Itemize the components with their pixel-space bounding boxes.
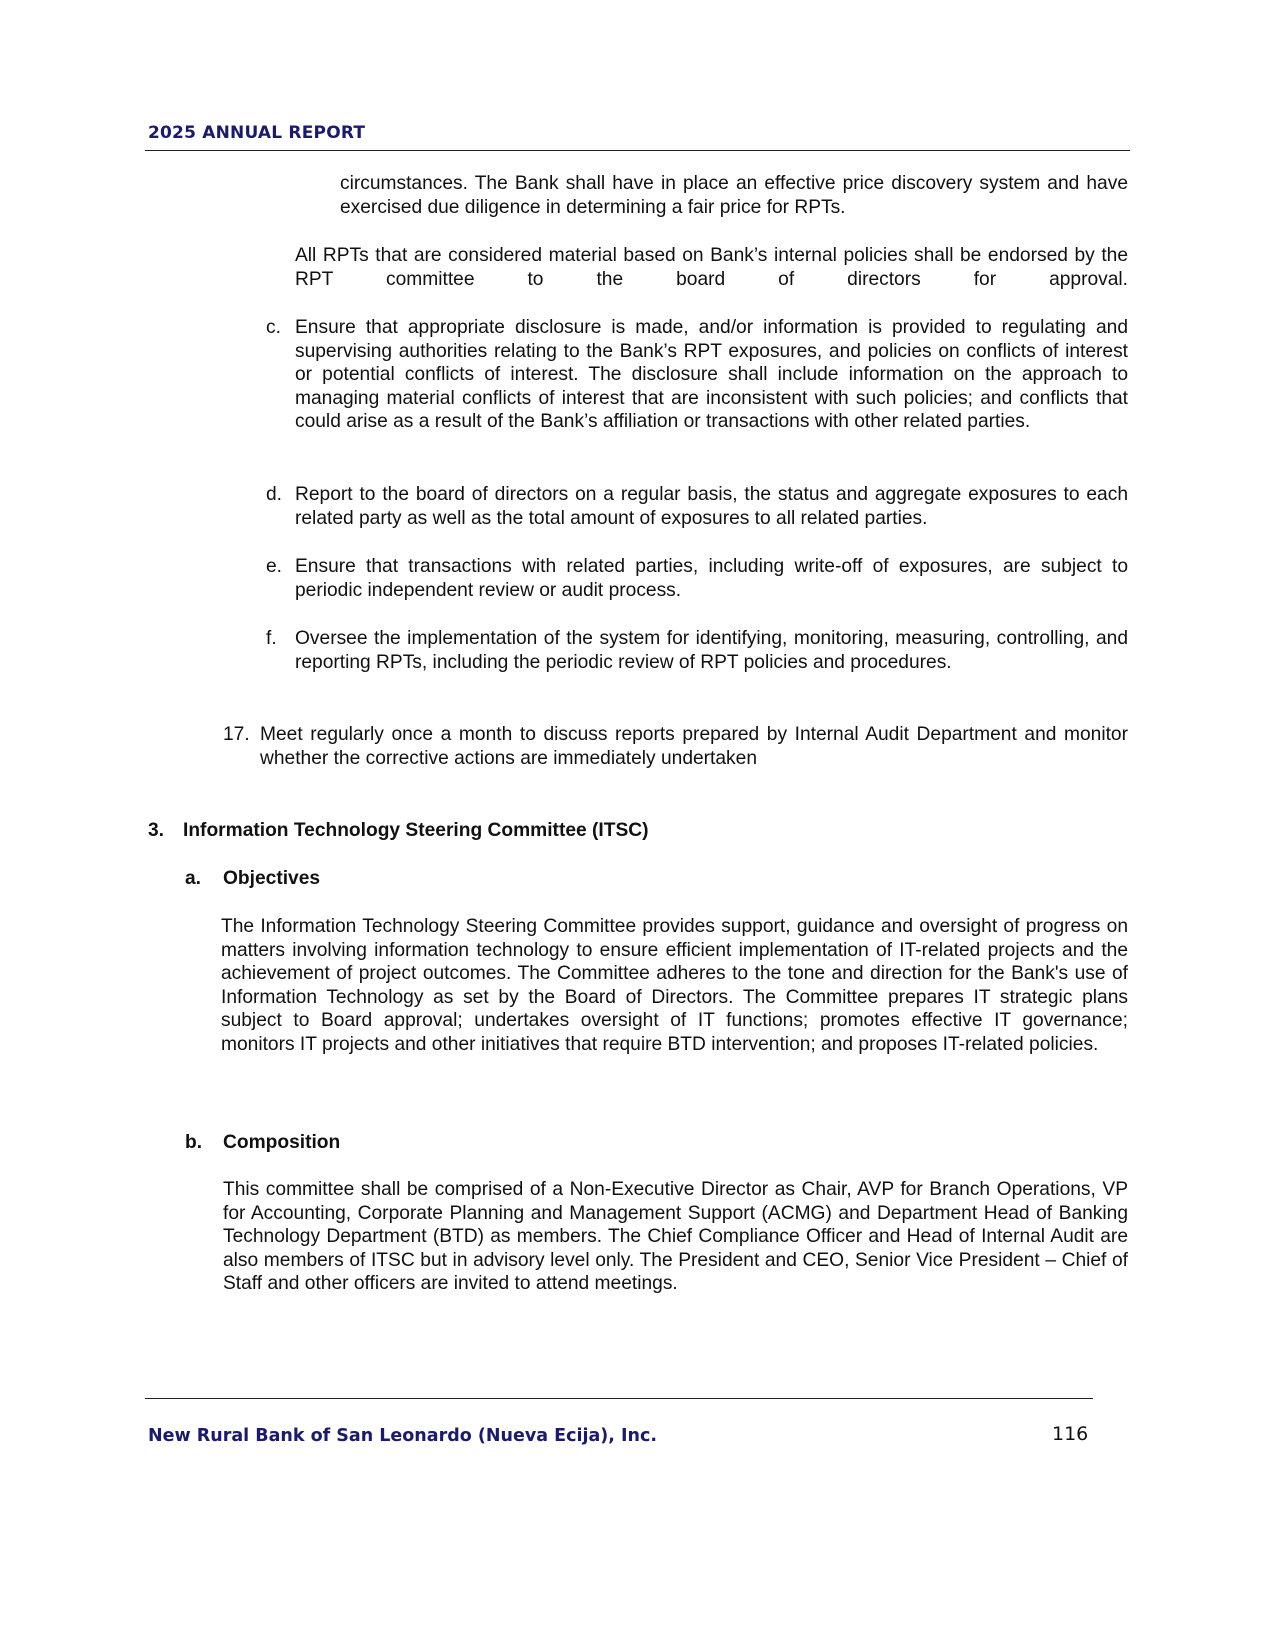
- header-divider: [145, 150, 1130, 151]
- list-item-marker: d.: [266, 484, 283, 505]
- list-item-text: Ensure that appropriate disclosure is made, and/or information is provided to regulating and supervising authorities relating to the Bank’s RPT exposures, and policies on conflicts of interest or potential conflicts of interest. The disclosure shall include information on the approach to managing material conflicts of interest that are inconsistent with such policies; and conflicts that could arise as a result of the Bank’s affiliation or transactions with other related parties.: [295, 317, 1128, 433]
- material-rpt-paragraph: All RPTs that are considered material based on Bank’s internal policies shall be endorsed by the RPT committee to the board of directors for approval.: [295, 245, 1128, 290]
- continuation-paragraph: circumstances. The Bank shall have in place an effective price discovery system and have exercised due diligence in determining a fair price for RPTs.: [340, 173, 1128, 218]
- subsection-marker: b.: [185, 1132, 203, 1153]
- subsection-marker: a.: [185, 868, 202, 889]
- footer-divider: [145, 1398, 1093, 1399]
- list-item-text: Oversee the implementation of the system for identifying, monitoring, measuring, controlling, and reporting RPTs, including the periodic review of RPT policies and procedures.: [295, 628, 1128, 673]
- section-number: 3.: [148, 820, 165, 841]
- objectives-paragraph: The Information Technology Steering Committee provides support, guidance and oversight of progress on matters involving information technology to ensure efficient implementation of IT-related projects and the achievement of project outcomes. The Committee adheres to the tone and direction for the Bank's use of Information Technology as set by the Board of Directors. The Committee prepares IT strategic plans subject to Board approval; undertakes oversight of IT functions; promotes effective IT governance; monitors IT projects and other initiatives that require BTD intervention; and proposes IT-related policies.: [221, 916, 1128, 1055]
- footer-bank-name: New Rural Bank of San Leonardo (Nueva Ecija), Inc.: [148, 1426, 657, 1446]
- list-item-text: Ensure that transactions with related parties, including write-off of exposures, are subject to periodic independent review or audit process.: [295, 556, 1128, 601]
- subsection-heading-objectives: Objectives: [223, 868, 321, 889]
- composition-paragraph: This committee shall be comprised of a Non-Executive Director as Chair, AVP for Branch Operations, VP for Accounting, Corporate Planning and Management Support (ACMG) and Department Head of Banking Technology Department (BTD) as members. The Chief Compliance Officer and Head of Internal Audit are also members of ITSC but in advisory level only. The President and CEO, Senior Vice President – Chief of Staff and other officers are invited to attend meetings.: [223, 1179, 1128, 1295]
- numbered-item-marker: 17.: [223, 724, 250, 745]
- subsection-heading-composition: Composition: [223, 1132, 341, 1153]
- list-item-marker: e.: [266, 556, 283, 577]
- list-item-marker: c.: [266, 317, 281, 338]
- section-title: Information Technology Steering Committee (ITSC): [183, 820, 649, 841]
- list-item-marker: f.: [266, 628, 277, 649]
- list-item-text: Report to the board of directors on a regular basis, the status and aggregate exposures to each related party as well as the total amount of exposures to all related parties.: [295, 484, 1128, 529]
- numbered-item-text: Meet regularly once a month to discuss reports prepared by Internal Audit Department and monitor whether the corrective actions are immediately undertaken: [260, 724, 1128, 769]
- page-number: 116: [1052, 1423, 1089, 1445]
- report-header-title: 2025 ANNUAL REPORT: [148, 123, 366, 143]
